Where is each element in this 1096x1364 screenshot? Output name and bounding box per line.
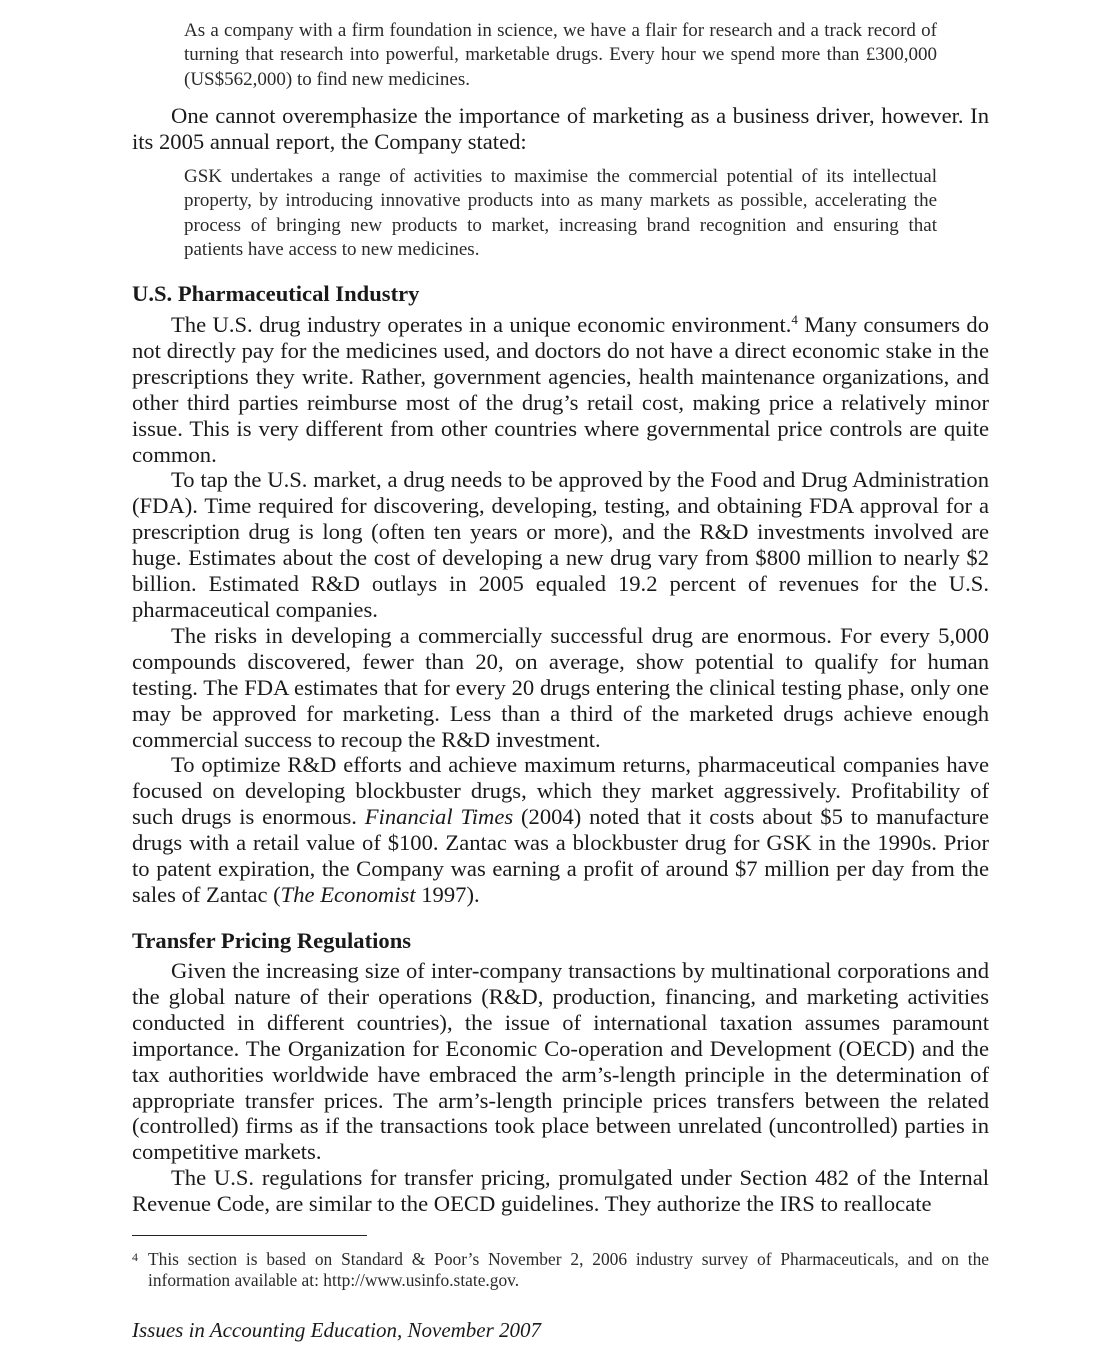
heading-us-pharma: U.S. Pharmaceutical Industry	[132, 281, 420, 306]
heading-transfer-pricing: Transfer Pricing Regulations	[132, 928, 412, 953]
footnote-mark: 4	[132, 1250, 138, 1264]
citation-financial-times: Financial Times	[364, 804, 514, 830]
quote-research: As a company with a firm foundation in science, we have a flair for research and a track record of turning that research into powerful, marketable drugs. Every hour we spend more than £300,000 (US$562,000) to find new medicines.	[184, 20, 937, 90]
paragraph-international-taxation: Given the increasing size of inter-company transactions by multinational corporations and the global nature of their operations (R&D, production, financing, and marketing activities conducted in different countries), the issue of international taxation assumes paramount importance. The Organization for Economic Co-operation and Development (OECD) and the tax authorities worldwide have embraced the arm’s-length principle in the determination of appropriate transfer prices. The arm’s-length principle prices transfers between the related (controlled) firms as if the transactions took place between unrelated (uncontrolled) parties in competitive markets.	[132, 958, 989, 1165]
paragraph-risks: The risks in developing a commercially successful drug are enormous. For every 5,000 compounds discovered, fewer than 20, on average, show potential to qualify for human testing. The FDA estimates that for every 20 drugs entering the clinical testing phase, only one may be approved for marketing. Less than a third of the marketed drugs achieve enough commercial success to recoup the R&D investment.	[132, 622, 989, 752]
paragraph-blockbuster	[132, 752, 989, 907]
footnote-text: This section is based on Standard & Poor’s November 2, 2006 industry survey of Pharmaceuticals, and on the information available at: http://www.usinfo.state.gov.	[148, 1249, 989, 1290]
paragraph-fda-approval: To tap the U.S. market, a drug needs to be approved by the Food and Drug Administration (FDA). Time required for discovering, developing, testing, and obtaining FDA approval for a prescription drug is long (often ten years or more), and the R&D investments involved are huge. Estimates about the cost of developing a new drug vary from $800 million to nearly $2 billion. Estimated R&D outlays in 2005 equaled 19.2 percent of revenues for the U.S. pharmaceutical companies.	[132, 467, 989, 622]
quote-annual-report: GSK undertakes a range of activities to maximise the commercial potential of its intellectual property, by introducing innovative products into as many markets as possible, accelerating the process of bringing new products to market, increasing brand recognition and ensuring that patients have access to new medicines.	[184, 166, 937, 260]
footnote-rule	[132, 1235, 367, 1236]
section-transfer-pricing	[132, 958, 989, 1217]
section-us-pharma	[132, 312, 989, 908]
footnote-ref: 4	[791, 312, 798, 327]
p4-text-b: (2004) noted that it costs about $5 to manufacture drugs with a retail value of $100. Zantac was a blockbuster drug for GSK in the 1990s. Prior to patent expiration, the Company was earning a profit of around $7 million per day from the sales of Zantac (	[132, 804, 990, 907]
p4-text-a: To optimize R&D efforts and achieve maximum returns, pharmaceutical companies have focused on developing blockbuster drugs, which they market aggressively. Profitability of such drugs is enormous.	[132, 752, 989, 830]
p1-text-a: The U.S. drug industry operates in a unique economic environment.	[171, 312, 792, 337]
paragraph-us-regulations: The U.S. regulations for transfer pricing, promulgated under Section 482 of the Internal Revenue Code, are similar to the OECD guidelines. They authorize the IRS to reallocate	[132, 1165, 989, 1217]
p1-text-b: Many consumers do not directly pay for the medicines used, and doctors do not have a direct economic stake in the prescriptions they write. Rather, government agencies, health maintenance organizations, and other third parties reimburse most of the drug’s retail cost, making price a relatively minor issue. This is very different from other countries where governmental price controls are quite common.	[132, 312, 989, 467]
journal-footer: Issues in Accounting Education, November 2007	[132, 1318, 542, 1342]
footnote	[132, 1249, 989, 1290]
citation-economist: The Economist	[280, 881, 416, 907]
paragraph-economic-environment	[132, 312, 989, 467]
paragraph-marketing: One cannot overemphasize the importance of marketing as a business driver, however. In its 2005 annual report, the Company stated:	[132, 103, 989, 154]
p4-text-c: 1997).	[415, 881, 480, 907]
